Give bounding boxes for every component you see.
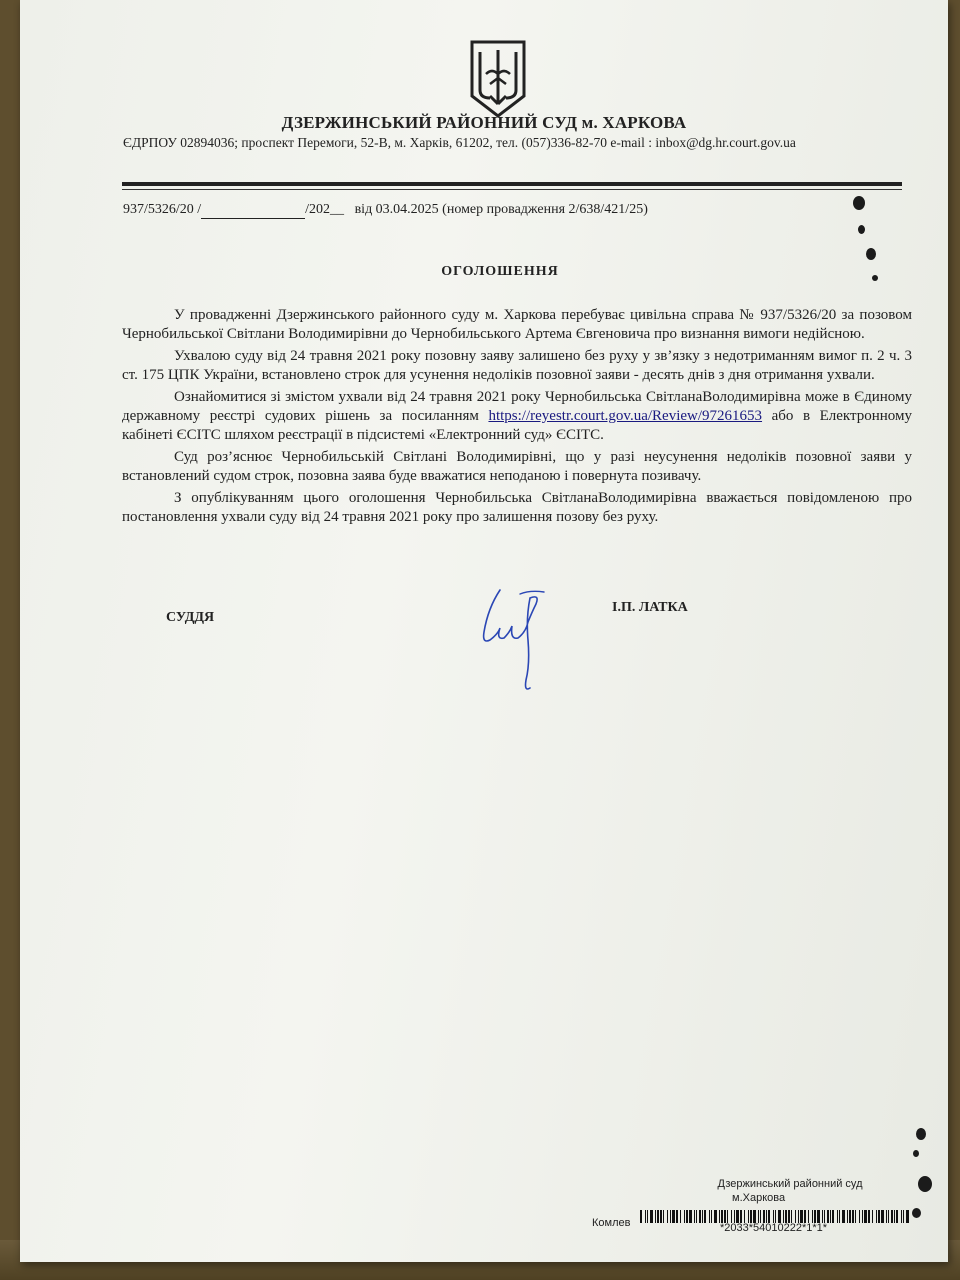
announcement-body	[122, 306, 912, 530]
date-and-proceeding: від 03.04.2025 (номер провадження 2/638/421/25)	[354, 202, 648, 217]
barcode-bar	[876, 1210, 877, 1223]
barcode-bar	[689, 1210, 692, 1223]
paragraph-access-text: Ознайомитися зі змістом ухвали від 24 травня 2021 року Чернобильська СвітланаВолодимирівна може в Єдиному державному реєстрі судових рішень за посиланням	[122, 389, 912, 424]
barcode-bar	[901, 1210, 902, 1223]
barcode-bar	[702, 1210, 703, 1223]
paragraph-access	[122, 388, 912, 445]
stamp-court: Дзержинський районний суд	[717, 1178, 863, 1190]
barcode-bar	[704, 1210, 706, 1223]
barcode-bar	[878, 1210, 880, 1223]
barcode-bar	[852, 1210, 854, 1223]
barcode-bar	[680, 1210, 681, 1223]
ink-mark	[912, 1208, 921, 1218]
barcode-bar	[886, 1210, 887, 1223]
document-page	[20, 0, 948, 1262]
barcode-bar	[650, 1210, 653, 1223]
ink-mark	[872, 275, 878, 281]
barcode-bar	[894, 1210, 895, 1223]
barcode-bar	[714, 1210, 717, 1223]
barcode-bar	[862, 1210, 863, 1223]
stamp-city: м.Харкова	[732, 1192, 786, 1204]
stamp-clerk: Комлев	[592, 1217, 631, 1229]
header-divider-thick	[122, 182, 902, 186]
barcode-bar	[667, 1210, 668, 1223]
year-field: /202__	[305, 202, 345, 217]
barcode-bar	[640, 1210, 642, 1223]
barcode-bar	[903, 1210, 904, 1223]
handwritten-signature	[470, 588, 580, 698]
barcode-bar	[888, 1210, 889, 1223]
barcode-bar	[660, 1210, 662, 1223]
barcode-bar	[645, 1210, 646, 1223]
barcode-bar	[647, 1210, 648, 1223]
barcode-bar	[709, 1210, 710, 1223]
barcode-bar	[830, 1210, 831, 1223]
barcode-bar	[855, 1210, 856, 1223]
barcode-bar	[694, 1210, 695, 1223]
ink-mark	[913, 1150, 919, 1157]
paragraph-explanation: Суд роз’яснює Чернобильській Світлані Володимирівні, що у разі неусунення недоліків позовної заяви у встановлений судом строк, позовна заява буде вважатися неподаною і повернута позивачу.	[122, 449, 912, 484]
barcode-bar	[655, 1210, 656, 1223]
barcode-bar	[849, 1210, 851, 1223]
paragraph-ruling: Ухвалою суду від 24 травня 2021 року позовну заяву залишено без руху у зв’язку з недотриманням вимог п. 2 ч. 3 ст. 175 ЦПК України, встановлено строк для усунення недоліків позовної заяви - десять днів з дня отримання ухвали.	[122, 348, 912, 383]
barcode-bar	[663, 1210, 664, 1223]
barcode-bar	[864, 1210, 867, 1223]
ink-mark	[858, 225, 865, 234]
paragraph-notice: З опублікуванням цього оголошення Чернобильська СвітланаВолодимирівна вважається повідомленою про постановлення ухвали суду від 24 травня 2021 року про залишення позову без руху.	[122, 490, 912, 525]
barcode-bar	[881, 1210, 884, 1223]
barcode-bar	[827, 1210, 829, 1223]
header-divider-thin	[122, 189, 902, 190]
barcode-bar	[676, 1210, 678, 1223]
document-title: ОГОЛОШЕННЯ	[441, 264, 559, 279]
paragraph-access-tail: або в Електронному кабінеті ЄСІТС шляхом реєстрації в підсистемі «Електронний суд» ЄСІТС.	[122, 408, 912, 443]
barcode-bar	[696, 1210, 697, 1223]
case-number: 937/5326/20 /	[123, 202, 202, 217]
barcode-bar	[839, 1210, 840, 1223]
barcode-bar	[686, 1210, 688, 1223]
barcode-bar	[672, 1210, 675, 1223]
barcode-bar	[859, 1210, 860, 1223]
barcode-bar	[868, 1210, 870, 1223]
judge-role: СУДДЯ	[166, 610, 215, 625]
registry-link[interactable]: https://reyestr.court.gov.ua/Review/97261653	[488, 408, 763, 424]
barcode-bar	[891, 1210, 893, 1223]
barcode-bar	[684, 1210, 685, 1223]
ink-mark	[866, 248, 876, 260]
barcode-bar	[847, 1210, 848, 1223]
barcode-bar	[837, 1210, 838, 1223]
ink-mark	[918, 1176, 932, 1192]
ink-mark	[916, 1128, 926, 1140]
barcode-bar	[699, 1210, 701, 1223]
barcode-bar	[711, 1210, 712, 1223]
registration-line	[123, 202, 648, 219]
barcode-bar	[670, 1210, 671, 1223]
barcode-bar	[906, 1210, 909, 1223]
barcode-bar	[872, 1210, 873, 1223]
judge-name: І.П. ЛАТКА	[612, 600, 688, 615]
blank-field	[201, 202, 305, 219]
barcode-bar	[896, 1210, 898, 1223]
barcode-code: *2033*54010222*1*1*	[720, 1222, 828, 1234]
court-contacts: ЄДРПОУ 02894036; проспект Перемоги, 52-В, м. Харків, 61202, тел. (057)336-82-70 e-mail : inbox@dg.hr.court.gov.ua	[123, 135, 796, 150]
trident-emblem-icon	[468, 38, 528, 120]
barcode-bar	[842, 1210, 845, 1223]
barcode-bar	[657, 1210, 659, 1223]
ink-mark	[853, 196, 865, 210]
court-name: ДЗЕРЖИНСЬКИЙ РАЙОННИЙ СУД м. ХАРКОВА	[281, 113, 687, 132]
paragraph-case: У провадженні Дзержинського районного суду м. Харкова перебуває цивільна справа № 937/5326/20 за позовом Чернобильської Світлани Володимирівни до Чернобильського Артема Євгеновича про визнання вимоги недійсною.	[122, 307, 912, 342]
barcode-bar	[832, 1210, 834, 1223]
